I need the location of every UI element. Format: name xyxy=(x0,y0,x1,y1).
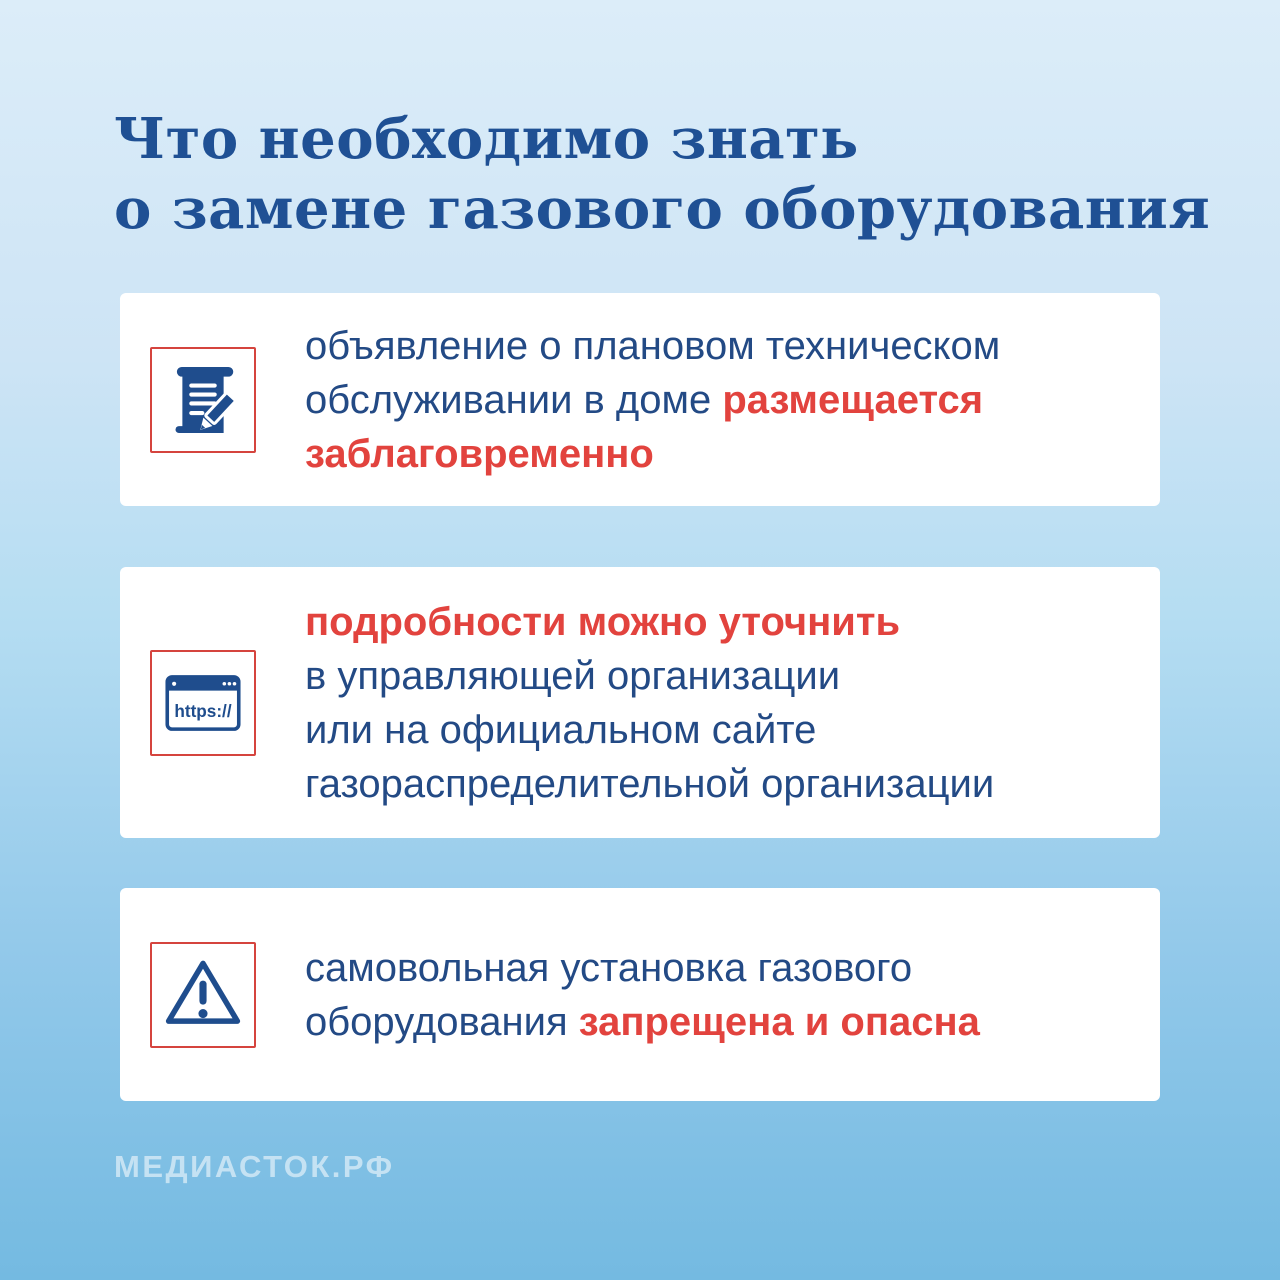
text-line xyxy=(305,595,994,649)
text-segment-highlight: запрещена и опасна xyxy=(578,999,980,1044)
text-segment: объявление о плановом техническом xyxy=(305,323,1001,368)
text-segment: в управляющей организации xyxy=(305,653,841,698)
browser-icon-url-label: https:// xyxy=(174,700,232,721)
warning-triangle-icon xyxy=(150,942,256,1048)
card-warning-text xyxy=(305,941,980,1049)
text-segment: обслуживании в доме xyxy=(305,377,712,422)
watermark-label: МЕДИАСТОК.РФ xyxy=(114,1149,395,1184)
text-segment-highlight: заблаговременно xyxy=(305,431,654,476)
text-line xyxy=(305,995,980,1049)
text-line xyxy=(305,757,994,811)
text-segment-highlight: подробности можно уточнить xyxy=(305,599,901,644)
card-details-text xyxy=(305,595,994,811)
page-title xyxy=(114,104,1210,244)
text-line xyxy=(305,427,1000,481)
document-pencil-icon-glyph xyxy=(159,356,247,444)
text-segment: газораспределительной организации xyxy=(305,761,995,806)
document-pencil-icon xyxy=(150,347,256,453)
page-title-line-1: Что необходимо знать xyxy=(114,106,859,172)
text-segment: самовольная установка газового xyxy=(305,945,913,990)
card-announcement-text xyxy=(305,319,1000,481)
warning-triangle-icon-glyph xyxy=(159,951,247,1039)
text-segment: или на официальном сайте xyxy=(305,707,817,752)
text-line xyxy=(305,703,994,757)
card-warning xyxy=(120,888,1160,1101)
card-details xyxy=(120,567,1160,838)
page-title-line-2: о замене газового оборудования xyxy=(114,176,1211,242)
text-line xyxy=(305,319,1000,373)
text-line xyxy=(305,649,994,703)
card-announcement xyxy=(120,293,1160,506)
browser-icon-glyph xyxy=(159,659,247,747)
text-segment-highlight: размещается xyxy=(722,377,984,422)
text-line xyxy=(305,941,980,995)
text-segment: оборудования xyxy=(305,999,568,1044)
browser-icon xyxy=(150,650,256,756)
text-line xyxy=(305,373,1000,427)
